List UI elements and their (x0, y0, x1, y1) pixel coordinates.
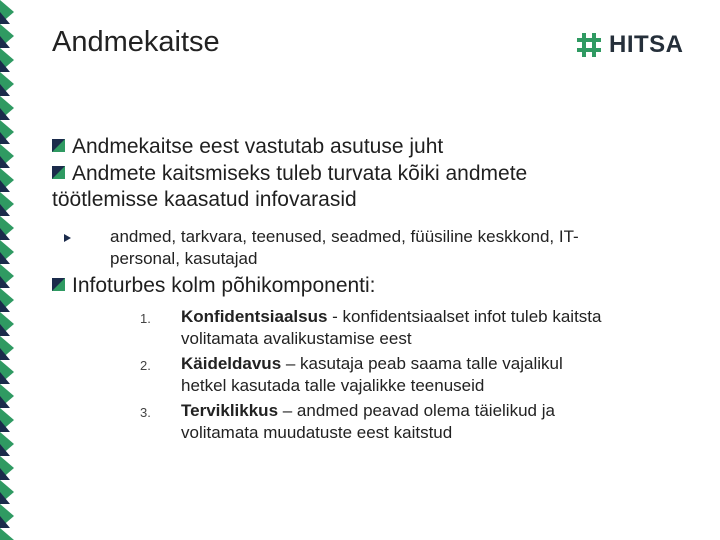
list-item (140, 306, 700, 350)
definition-line1: – andmed peavad olema täielikud ja (278, 401, 555, 420)
bullet-text: Andmekaitse eest vastutab asutuse juht (72, 135, 444, 158)
definition-line2: volitamata muudatuste eest kaitstud (181, 423, 453, 442)
list-number: 3. (140, 405, 151, 420)
sub-bullet-text (110, 226, 674, 270)
bullet-text-line1: Andmete kaitsmiseks tuleb turvata kõiki andmete (72, 162, 528, 185)
list-item (140, 353, 700, 397)
definition-line1: – kasutaja peab saama talle vajalikul (281, 354, 563, 373)
bullet-item (52, 134, 443, 160)
bullet-text: Infoturbes kolm põhikomponenti: (72, 274, 376, 297)
definition-line2: hetkel kasutada talle vajalikke teenuseid (181, 376, 485, 395)
definition-line1: - konfidentsiaalset infot tuleb kaitsta (327, 307, 602, 326)
hitsa-logo (576, 31, 684, 59)
bullet-item (52, 273, 376, 299)
list-number: 2. (140, 358, 151, 373)
sub-bullet-line2: personal, kasutajad (110, 249, 258, 268)
list-item (140, 400, 700, 444)
numbered-list (140, 306, 700, 447)
square-bullet-icon (52, 139, 65, 152)
list-number: 1. (140, 311, 151, 326)
hash-grid-logo-icon (576, 32, 602, 58)
term: Terviklikkus (181, 401, 279, 420)
decorative-border-strip (0, 0, 20, 540)
term: Konfidentsiaalsus (181, 307, 328, 326)
term: Käideldavus (181, 354, 282, 373)
border-triangle-green (0, 528, 14, 540)
sub-bullet-item (64, 226, 674, 270)
sub-bullet-line1: andmed, tarkvara, teenused, seadmed, füüsiline keskkond, IT- (110, 227, 579, 246)
slide-title: Andmekaitse (52, 26, 220, 58)
bullet-text-line2: töötlemisse kaasatud infovarasid (52, 188, 357, 211)
square-bullet-icon (52, 278, 65, 291)
bullet-item (52, 161, 527, 213)
square-bullet-icon (52, 166, 65, 179)
triangle-bullet-icon (64, 234, 71, 242)
definition-line2: volitamata avalikustamise eest (181, 329, 412, 348)
logo-text: HITSA (609, 31, 684, 58)
